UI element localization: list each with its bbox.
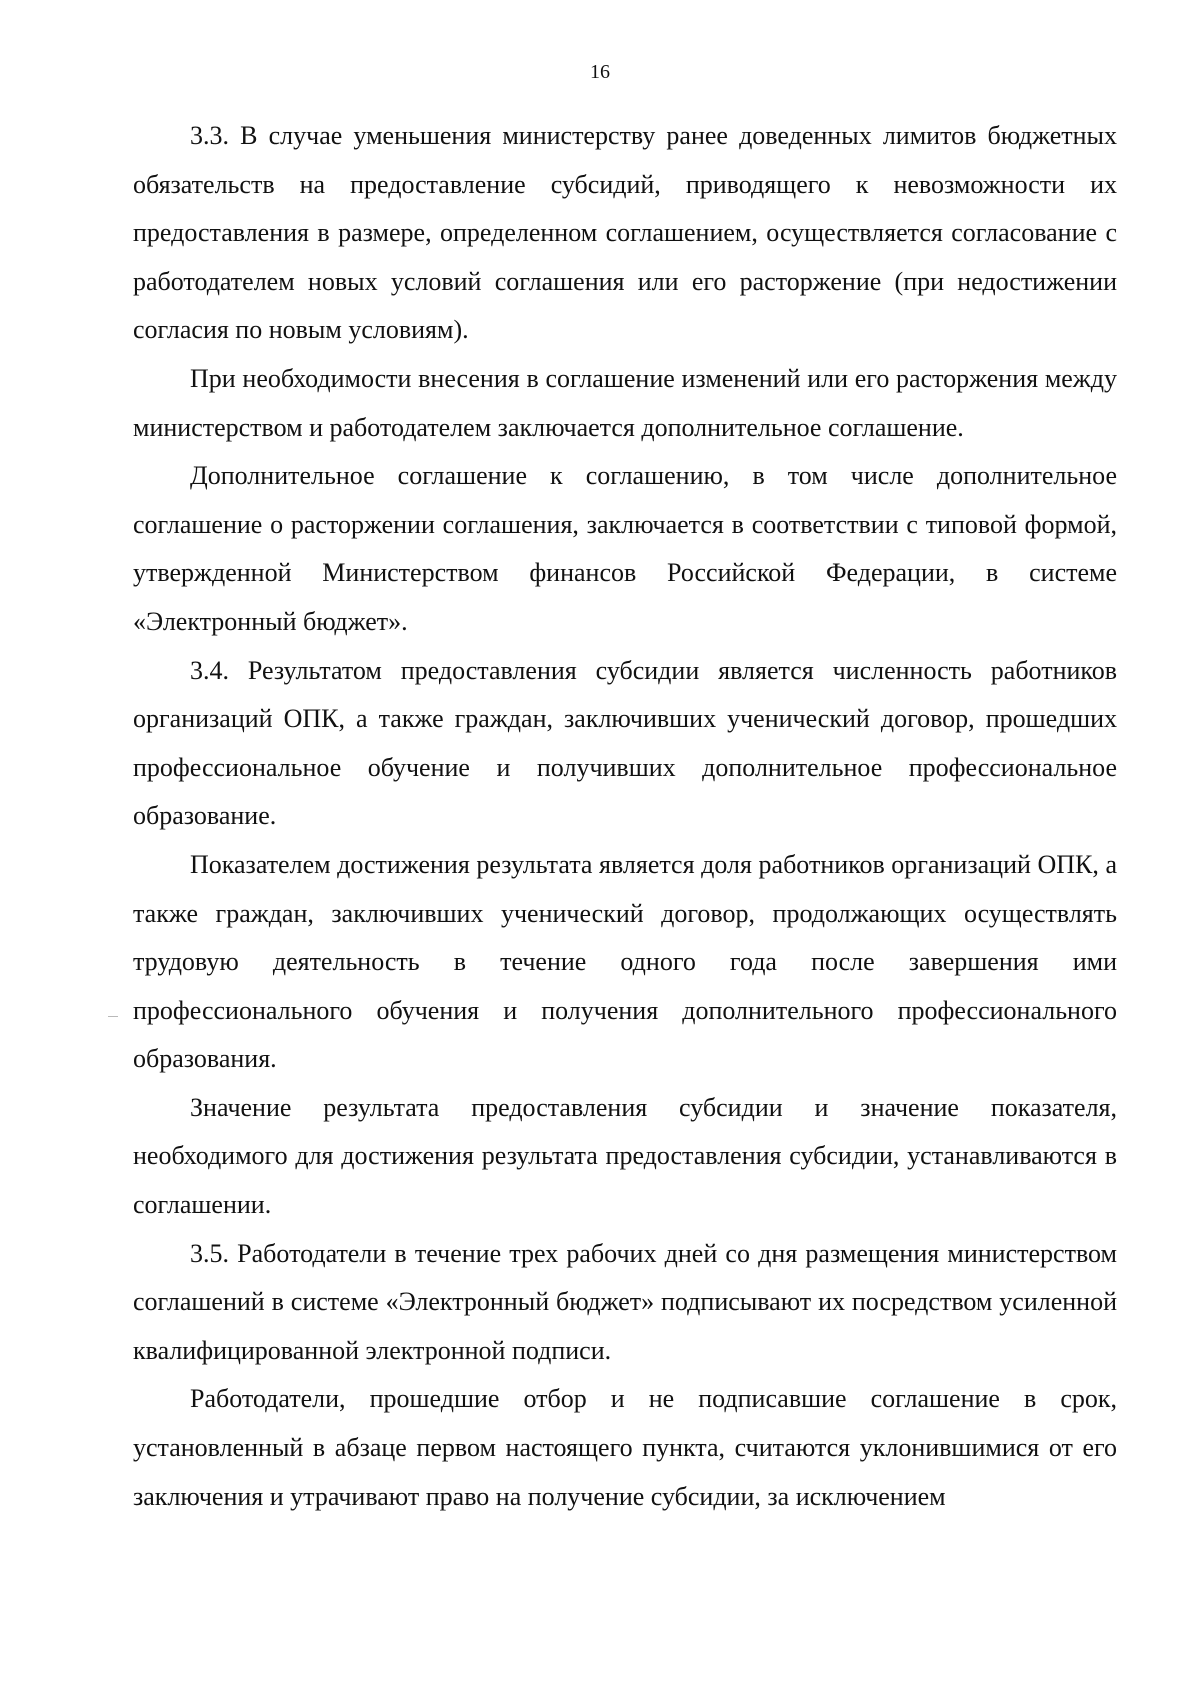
paragraph-standard-form: Дополнительное соглашение к соглашению, в том числе дополнительное соглашение о расторжении соглашения, заключается в соответствии с типовой формой, утвержденной Министерством финансов Российской Федерации, в системе «Электронный бюджет». <box>133 461 1117 636</box>
page-number: 16 <box>590 61 610 83</box>
paragraph-result-values: Значение результата предоставления субсидии и значение показателя, необходимого для достижения результата предоставления субсидии, устанавливаются в соглашении. <box>133 1092 1117 1220</box>
paragraph-3-4: 3.4. Результатом предоставления субсидии является численность работников организаций ОПК, а также граждан, заключивших ученический договор, прошедших профессиональное обучение и получивших дополнительное профессиональное образование. <box>133 655 1117 831</box>
paragraph-signing-deadline: Работодатели, прошедшие отбор и не подписавшие соглашение в срок, установленный в абзаце первом настоящего пункта, считаются уклонившимися от его заключения и утрачивают право на получение субсидии, за исключением <box>133 1384 1117 1511</box>
document-body <box>133 112 1117 1521</box>
paragraph-amendment-agreement: При необходимости внесения в соглашение изменений или его расторжения между министерством и работодателем заключается дополнительное соглашение. <box>133 363 1117 442</box>
scan-artifact-mark <box>108 1016 118 1017</box>
paragraph-3-5: 3.5. Работодатели в течение трех рабочих дней со дня размещения министерством соглашений в системе «Электронный бюджет» подписывают их посредством усиленной квалифицированной электронной подписи. <box>133 1238 1117 1365</box>
paragraph-3-3: 3.3. В случае уменьшения министерству ранее доведенных лимитов бюджетных обязательств на предоставление субсидий, приводящего к невозможности их предоставления в размере, определенном соглашением, осуществляется согласование с работодателем новых условий соглашения или его расторжение (при недостижении согласия по новым условиям). <box>133 121 1117 345</box>
paragraph-indicator: Показателем достижения результата является доля работников организаций ОПК, а также граждан, заключивших ученический договор, продолжающих осуществлять трудовую деятельность в течение одного года после завершения ими профессионального обучения и получения дополнительного профессионального образования. <box>133 849 1117 1074</box>
